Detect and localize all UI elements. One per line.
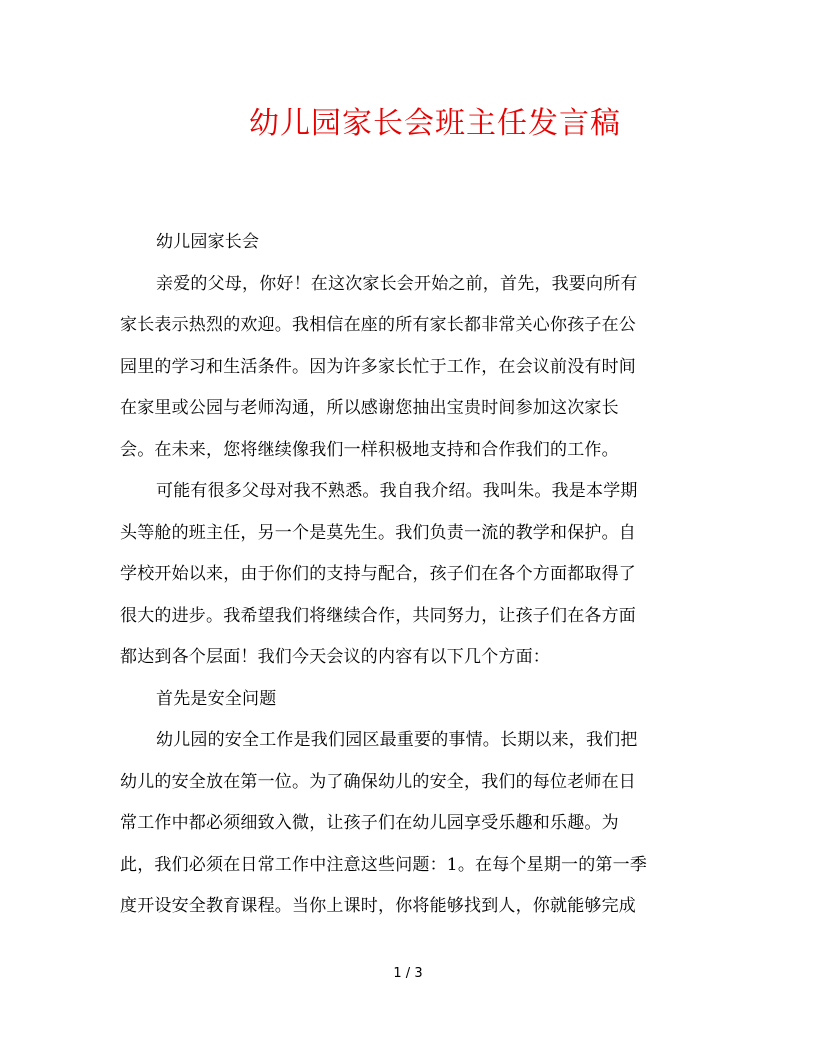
paragraph-line: 幼儿园的安全工作是我们园区最重要的事情。长期以来，我们把	[156, 730, 638, 750]
paragraph-line: 家长表示热烈的欢迎。我相信在座的所有家长都非常关心你孩子在公	[120, 315, 636, 335]
document-body	[120, 222, 695, 928]
paragraph-line: 园里的学习和生活条件。因为许多家长忙于工作，在会议前没有时间	[120, 356, 636, 377]
paragraph-line: 度开设安全教育课程。当你上课时，你将能够找到人，你就能够完成	[120, 896, 636, 916]
paragraph-line: 学校开始以来，由于你们的支持与配合，孩子们在各个方面都取得了	[120, 564, 636, 584]
paragraph-line: 亲爱的父母，你好！在这次家长会开始之前，首先，我要向所有	[156, 273, 638, 294]
paragraph-line: 幼儿的安全放在第一位。为了确保幼儿的安全，我们的每位老师在日	[120, 771, 636, 792]
document-title: 幼儿园家长会班主任发言稿	[249, 106, 621, 141]
paragraph-line: 会。在未来，您将继续像我们一样积极地支持和合作我们的工作。	[120, 439, 619, 460]
paragraph-line: 很大的进步。我希望我们将继续合作，共同努力，让孩子们在各方面	[120, 605, 636, 626]
paragraph-line: 此，我们必须在日常工作中注意这些问题：1。在每个星期一的第一季	[120, 854, 648, 875]
paragraph-line: 都达到各个层面！我们今天会议的内容有以下几个方面：	[120, 647, 550, 667]
paragraph-line: 首先是安全问题	[156, 688, 277, 709]
page-number: 1 / 3	[393, 966, 423, 981]
paragraph-line: 在家里或公园与老师沟通，所以感谢您抽出宝贵时间参加这次家长	[120, 398, 619, 418]
paragraph-line: 常工作中都必须细致入微，让孩子们在幼儿园享受乐趣和乐趣。为	[120, 813, 619, 833]
paragraph-line: 可能有很多父母对我不熟悉。我自我介绍。我叫朱。我是本学期	[156, 481, 638, 501]
paragraph-line: 幼儿园家长会	[156, 232, 260, 252]
paragraph-line: 头等舱的班主任，另一个是莫先生。我们负责一流的教学和保护。自	[120, 522, 636, 543]
